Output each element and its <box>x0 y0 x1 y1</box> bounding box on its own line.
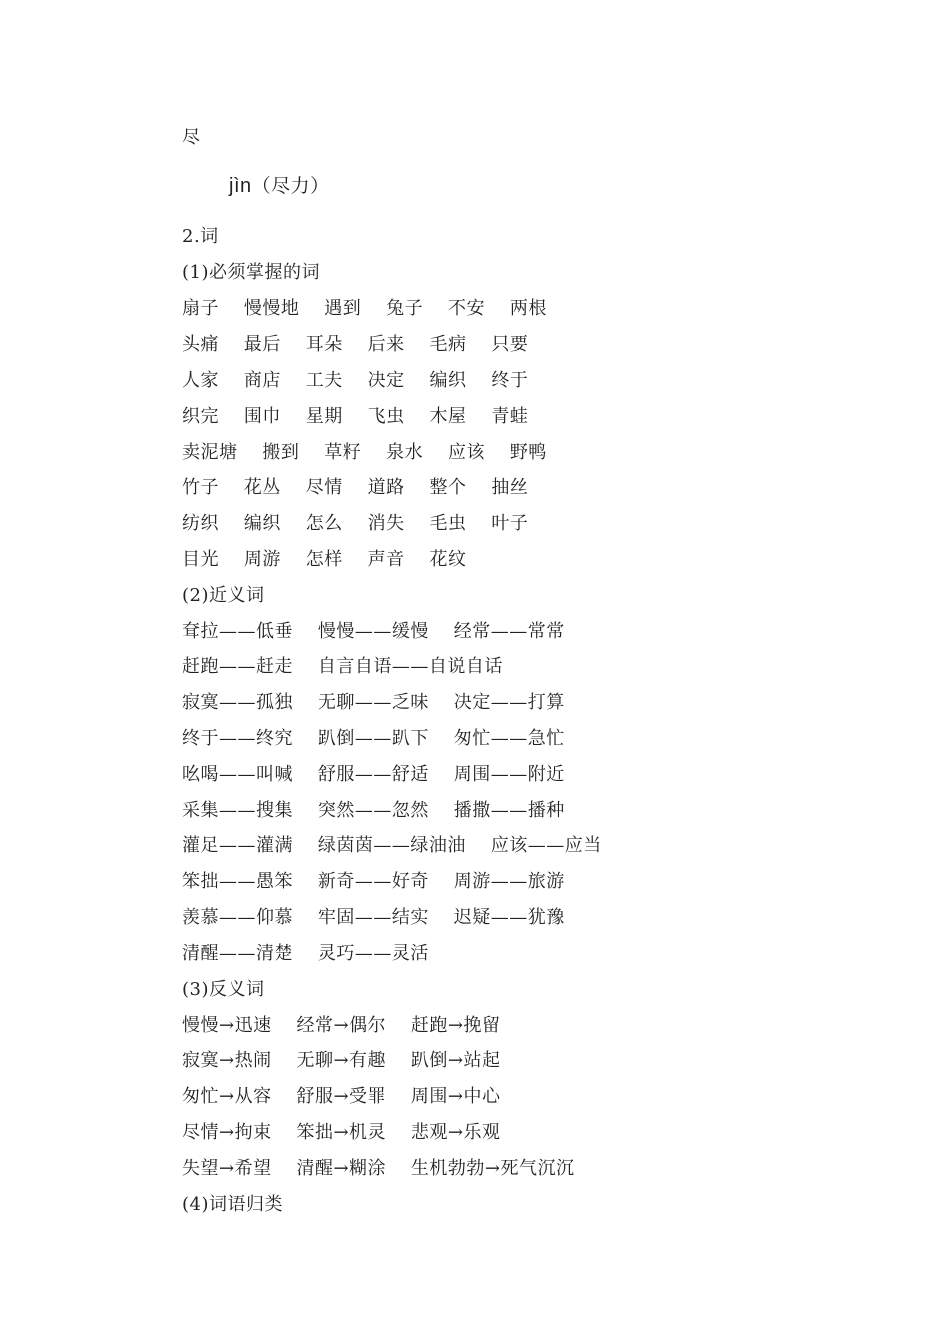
categories-heading: (4)词语归类 <box>182 1194 283 1215</box>
antonym-line: 寂寞→热闹 无聊→有趣 趴倒→站起 <box>182 1050 501 1071</box>
word-line: 纺织 编织 怎么 消失 毛虫 叶子 <box>182 513 529 534</box>
synonym-line: 羡慕——仰慕 牢固——结实 迟疑——犹豫 <box>182 907 565 928</box>
synonym-line: 灌足——灌满 绿茵茵——绿油油 应该——应当 <box>182 835 602 856</box>
character-heading: 尽 <box>182 127 201 148</box>
synonym-line: 清醒——清楚 灵巧——灵活 <box>182 943 429 964</box>
synonym-line: 赶跑——赶走 自言自语——自说自话 <box>182 656 503 677</box>
synonyms-heading: (2)近义词 <box>182 585 265 606</box>
word-line: 目光 周游 怎样 声音 花纹 <box>182 549 467 570</box>
antonym-line: 失望→希望 清醒→糊涂 生机勃勃→死气沉沉 <box>182 1158 575 1179</box>
section-title: 2.词 <box>182 226 219 247</box>
antonym-line: 慢慢→迅速 经常→偶尔 赶跑→挽留 <box>182 1015 501 1036</box>
word-line: 竹子 花丛 尽情 道路 整个 抽丝 <box>182 477 529 498</box>
word-line: 头痛 最后 耳朵 后来 毛病 只要 <box>182 334 529 355</box>
synonym-line: 耷拉——低垂 慢慢——缓慢 经常——常常 <box>182 621 565 642</box>
must-master-heading: (1)必须掌握的词 <box>182 262 320 283</box>
antonym-line: 匆忙→从容 舒服→受罪 周围→中心 <box>182 1086 501 1107</box>
word-line: 扇子 慢慢地 遇到 兔子 不安 两根 <box>182 298 547 319</box>
antonyms-heading: (3)反义词 <box>182 979 265 1000</box>
word-line: 人家 商店 工夫 决定 编织 终于 <box>182 370 529 391</box>
word-line: 卖泥塘 搬到 草籽 泉水 应该 野鸭 <box>182 442 547 463</box>
synonym-line: 采集——搜集 突然——忽然 播撒——播种 <box>182 800 565 821</box>
antonym-line: 尽情→拘束 笨拙→机灵 悲观→乐观 <box>182 1122 501 1143</box>
pinyin-text: jìn <box>229 175 252 197</box>
synonym-line: 终于——终究 趴倒——趴下 匆忙——急忙 <box>182 728 565 749</box>
word-line: 织完 围巾 星期 飞虫 木屋 青蛙 <box>182 406 529 427</box>
synonym-line: 吆喝——叫喊 舒服——舒适 周围——附近 <box>182 764 565 785</box>
synonym-line: 寂寞——孤独 无聊——乏味 决定——打算 <box>182 692 565 713</box>
synonym-line: 笨拙——愚笨 新奇——好奇 周游——旅游 <box>182 871 565 892</box>
pinyin-example: （尽力） <box>251 175 330 197</box>
pinyin-line <box>229 174 330 198</box>
